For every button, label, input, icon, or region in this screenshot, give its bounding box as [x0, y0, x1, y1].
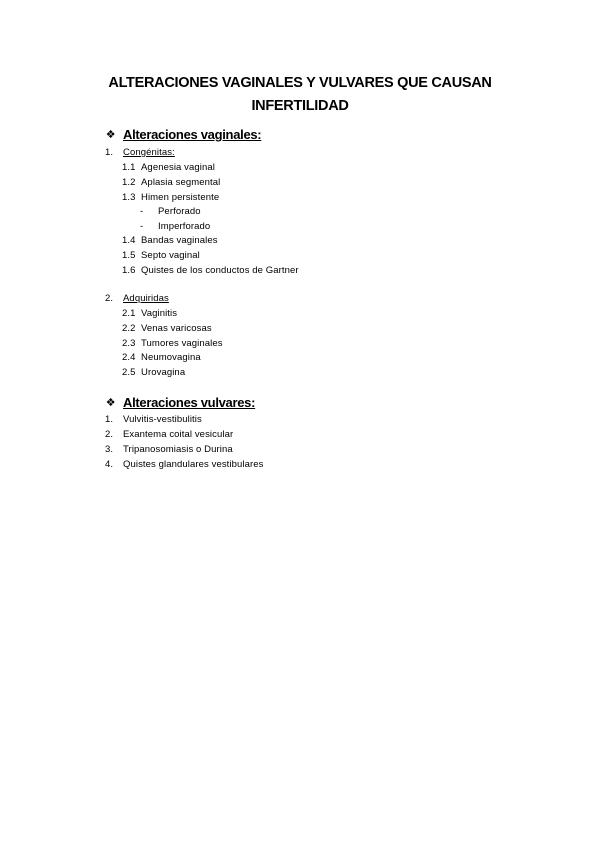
list-item: [122, 162, 215, 173]
section-heading-text: Alteraciones vulvares:: [123, 395, 256, 410]
list-text: Urovagina: [141, 367, 186, 378]
list-text: Tripanosomiasis o Durina: [123, 444, 233, 455]
dash-bullet: -: [140, 221, 144, 232]
list-item: [122, 308, 177, 319]
list-item: [122, 352, 201, 363]
list-number: 1.: [105, 414, 114, 425]
list-number: 2.1: [122, 308, 136, 319]
section-heading-vulvares: [104, 395, 255, 410]
list-text: Vulvitis-vestibulitis: [123, 414, 202, 425]
list-item: [105, 414, 202, 425]
list-text: Quistes de los conductos de Gartner: [141, 265, 299, 276]
list-item: [122, 235, 218, 246]
list-item-adquiridas: [105, 293, 169, 304]
list-text: Septo vaginal: [141, 250, 200, 261]
sub-list-item: [140, 221, 210, 232]
section-heading-text: Alteraciones vaginales:: [123, 127, 262, 142]
list-item: [122, 338, 223, 349]
document-title-line-2: INFERTILIDAD: [251, 98, 349, 114]
list-number: 1.: [105, 147, 114, 158]
diamond-bullet-icon: ❖: [105, 397, 116, 409]
list-number: 1.6: [122, 265, 136, 276]
list-item: [122, 367, 185, 378]
section-heading-vaginales: [104, 127, 261, 142]
list-text: Himen persistente: [141, 192, 220, 203]
list-label: Adquiridas: [123, 293, 169, 304]
document-title-line-1: ALTERACIONES VAGINALES Y VULVARES QUE CAUSAN: [108, 75, 492, 91]
list-number: 1.3: [122, 192, 136, 203]
list-item-congenitas: [105, 147, 175, 158]
list-number: 2.3: [122, 338, 136, 349]
list-number: 2.5: [122, 367, 136, 378]
list-number: 2.4: [122, 352, 136, 363]
list-number: 1.2: [122, 177, 136, 188]
list-text: Bandas vaginales: [141, 235, 218, 246]
list-text: Venas varicosas: [141, 323, 212, 334]
list-number: 2.2: [122, 323, 136, 334]
list-text: Vaginitis: [141, 308, 178, 319]
list-text: Neumovagina: [141, 352, 201, 363]
list-text: Perforado: [158, 206, 201, 217]
list-number: 2.: [105, 293, 114, 304]
list-number: 2.: [105, 429, 114, 440]
list-item: [122, 250, 200, 261]
list-item: [105, 459, 264, 470]
list-item: [122, 192, 219, 203]
list-item: [105, 429, 233, 440]
list-text: Imperforado: [158, 221, 211, 232]
list-label: Congénitas:: [123, 147, 175, 158]
list-text: Agenesia vaginal: [141, 162, 215, 173]
list-item: [122, 323, 212, 334]
list-item: [122, 177, 220, 188]
list-number: 4.: [105, 459, 114, 470]
list-number: 3.: [105, 444, 114, 455]
diamond-bullet-icon: ❖: [105, 129, 116, 141]
list-text: Aplasia segmental: [141, 177, 221, 188]
list-text: Exantema coital vesicular: [123, 429, 234, 440]
dash-bullet: -: [140, 206, 144, 217]
list-number: 1.5: [122, 250, 136, 261]
list-number: 1.4: [122, 235, 136, 246]
list-text: Tumores vaginales: [141, 338, 223, 349]
list-item: [122, 265, 299, 276]
sub-list-item: [140, 206, 201, 217]
list-item: [105, 444, 233, 455]
list-number: 1.1: [122, 162, 136, 173]
list-text: Quistes glandulares vestibulares: [123, 459, 264, 470]
